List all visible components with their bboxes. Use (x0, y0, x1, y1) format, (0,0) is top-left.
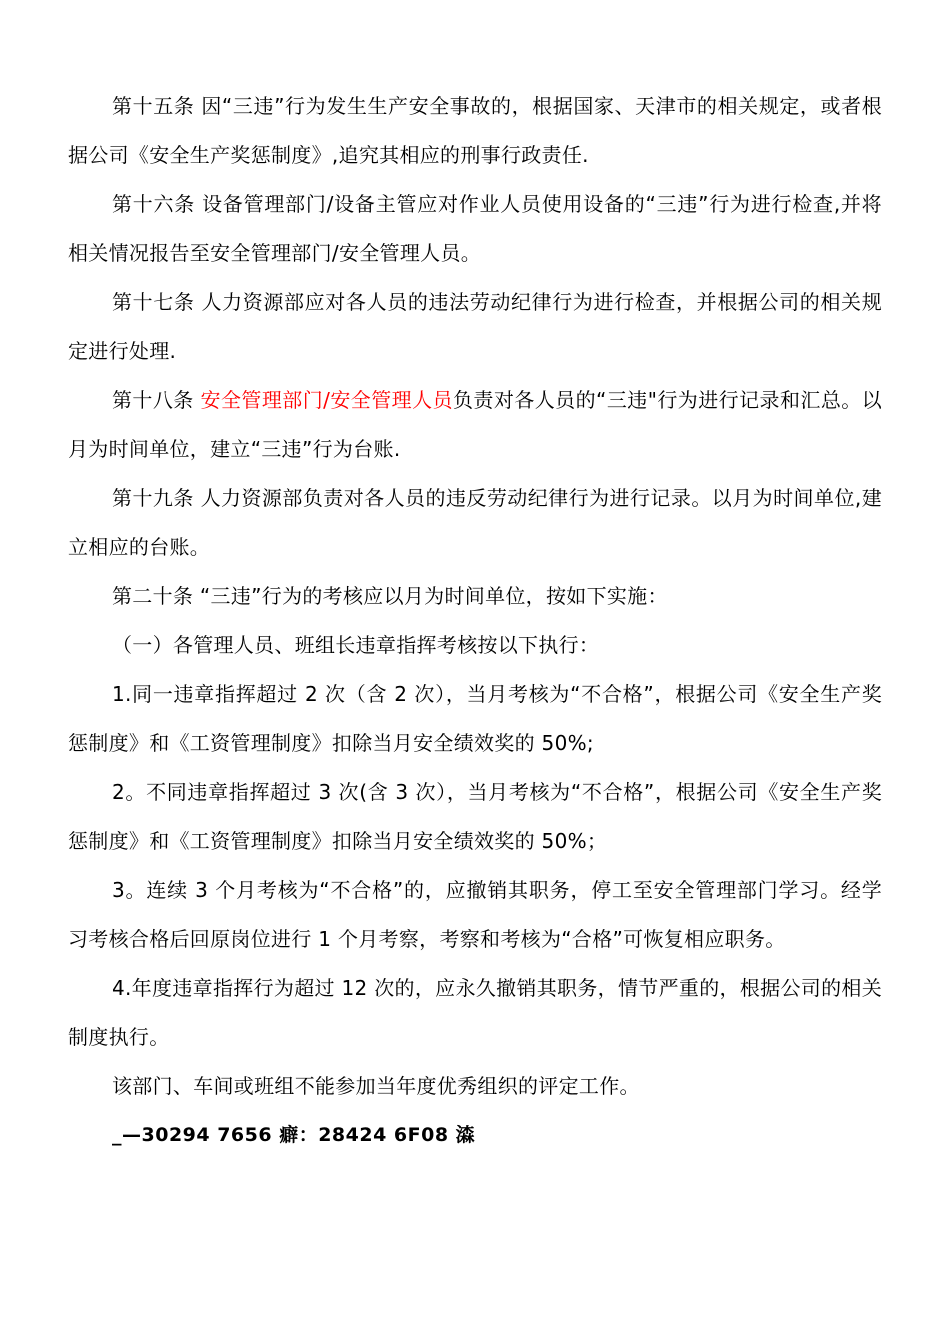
item-3: 3。连续 3 个月考核为“不合格”的，应撤销其职务，停工至安全管理部门学习。经学习考核合格后回原岗位进行 1 个月考察，考察和考核为“合格”可恢复相应职务。 (68, 878, 882, 951)
article-18 (68, 376, 882, 474)
article-18-prefix: 第十八条 (112, 388, 201, 412)
article-16: 第十六条 设备管理部门/设备主管应对作业人员使用设备的“三违”行为进行检查,并将相关情况报告至安全管理部门/安全管理人员。 (68, 192, 882, 265)
item-1: 1.同一违章指挥超过 2 次（含 2 次），当月考核为“不合格”，根据公司《安全生产奖惩制度》和《工资管理制度》扣除当月安全绩效奖的 50%; (68, 682, 882, 755)
footer-garbled-line: _—30294 7656 癖：28424 6F08 潹 (112, 1124, 476, 1146)
item-4: 4.年度违章指挥行为超过 12 次的，应永久撤销其职务，情节严重的，根据公司的相关制度执行。 (68, 976, 882, 1049)
article-17: 第十七条 人力资源部应对各人员的违法劳动纪律行为进行检查，并根据公司的相关规定进行处理. (68, 290, 882, 363)
article-19: 第十九条 人力资源部负责对各人员的违反劳动纪律行为进行记录。以月为时间单位,建立相应的台账。 (68, 486, 882, 559)
note-paragraph: 该部门、车间或班组不能参加当年度优秀组织的评定工作。 (112, 1074, 640, 1098)
article-18-highlight: 安全管理部门/安全管理人员 (200, 388, 453, 412)
article-20: 第二十条 “三违”行为的考核应以月为时间单位，按如下实施： (112, 584, 668, 608)
subsection-1: （一）各管理人员、班组长违章指挥考核按以下执行： (112, 633, 600, 657)
article-18-suffix: 负责对各人员的“三违"行为进行记录和汇总。以月为时间单位，建立“三违”行为台账. (68, 388, 882, 461)
article-15: 第十五条 因“三违”行为发生生产安全事故的，根据国家、天津市的相关规定，或者根据公司《安全生产奖惩制度》,追究其相应的刑事行政责任. (68, 94, 882, 167)
item-2: 2。不同违章指挥超过 3 次(含 3 次），当月考核为“不合格”，根据公司《安全生产奖惩制度》和《工资管理制度》扣除当月安全绩效奖的 50%； (68, 780, 882, 853)
